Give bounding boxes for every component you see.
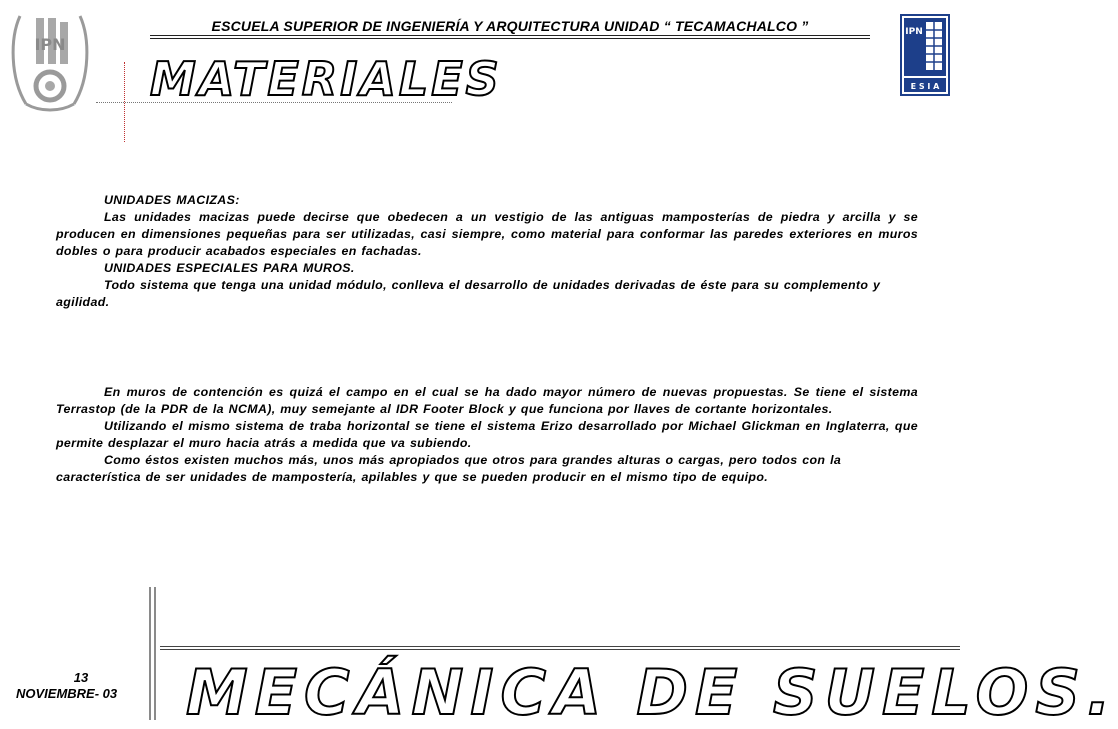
heading-unidades-especiales: UNIDADES ESPECIALES PARA MUROS.: [104, 261, 355, 275]
esia-logo-bottom-text: E S I A: [910, 82, 940, 91]
paragraph-unidades-macizas: Las unidades macizas puede decirse que obedecen a un vestigio de las antiguas mamposterías de piedra y arcilla y se producen en dimensiones pequeñas para ser utilizadas, casi siempre, como material para conformar las paredes exteriores en muros dobles o para producir acabados especiales en fachadas.: [56, 210, 918, 258]
heading-unidades-macizas: UNIDADES MACIZAS:: [104, 193, 240, 207]
institution-header: ESCUELA SUPERIOR DE INGENIERÍA Y ARQUITECTURA UNIDAD “ TECAMACHALCO ”: [211, 18, 809, 34]
page-date: NOVIEMBRE- 03: [16, 686, 118, 701]
footer-vertical-bar: [149, 587, 151, 720]
paragraph-sistema-erizo: Utilizando el mismo sistema de traba horizontal se tiene el sistema Erizo desarrollado por Michael Glickman en Inglaterra, que permite desplazar el muro hacia atrás a medida que va subiendo.: [56, 419, 918, 450]
header-rule: [150, 35, 870, 39]
content-block-1: [56, 192, 918, 311]
ipn-logo-text: IPN: [34, 35, 66, 54]
paragraph-otros-sistemas: Como éstos existen muchos más, unos más apropiados que otros para grandes alturas o cargas, pero todos con la característica de ser unidades de mampostería, apilables y que se pueden producir en el mismo tipo de equipo.: [56, 453, 842, 484]
footer-vertical-bar: [154, 587, 156, 720]
footer-rule: [160, 646, 960, 650]
esia-logo-icon: [900, 14, 950, 96]
paragraph-unidades-especiales: Todo sistema que tenga una unidad módulo, conlleva el desarrollo de unidades derivadas de éste para su complemento y agilidad.: [56, 278, 881, 309]
content-block-2: [56, 384, 918, 486]
paragraph-muros-contencion: En muros de contención es quizá el campo en el cual se ha dado mayor número de nuevas propuestas. Se tiene el sistema Terrastop (de la PDR de la NCMA), muy semejante al IDR Footer Block y que funciona por llaves de cortante horizontales.: [56, 385, 918, 416]
section-title: MATERIALES: [150, 52, 502, 106]
page-number: 13: [73, 670, 89, 685]
course-title: MECÁNICA DE SUELOS.: [186, 656, 1118, 729]
esia-logo-top-text: IPN: [905, 27, 923, 37]
ipn-logo-icon: [6, 8, 94, 116]
